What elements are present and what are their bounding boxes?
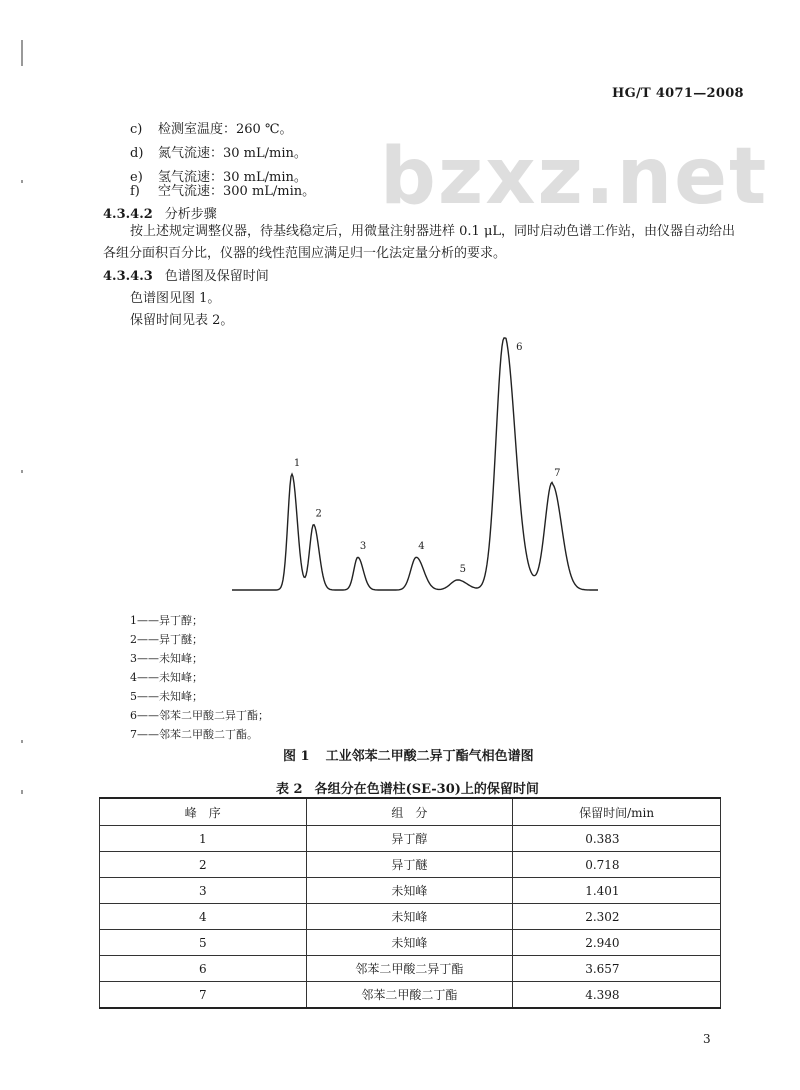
legend-item: 4——未知峰；	[130, 671, 203, 684]
cell-retention: 2.302	[513, 904, 721, 930]
table-row	[100, 930, 721, 956]
cell-peak: 1	[100, 826, 307, 852]
peak-label-7: 7	[554, 468, 561, 480]
legend-item: 3——未知峰；	[130, 652, 203, 665]
cell-peak: 5	[100, 930, 307, 956]
section-title: 色谱图及保留时间	[164, 269, 269, 284]
peak-label-2: 2	[315, 508, 322, 520]
figure-label: 图 1	[283, 749, 310, 764]
condition-label: d)	[130, 146, 144, 161]
table-caption	[276, 778, 539, 797]
legend-item: 6——邻苯二甲酸二异丁酯；	[130, 709, 269, 722]
table-reference: 保留时间见表 2。	[130, 313, 234, 328]
cell-component: 异丁醚	[306, 852, 513, 878]
condition-label: c)	[130, 122, 143, 137]
condition-label: e)	[130, 170, 143, 185]
peak-label-4: 4	[418, 541, 425, 553]
condition-label: f)	[130, 184, 140, 199]
table-title: 各组分在色谱柱(SE-30)上的保留时间	[314, 782, 539, 797]
watermark: bzxz.net	[380, 132, 769, 222]
peak-label-6: 6	[516, 342, 523, 353]
cell-component: 邻苯二甲酸二异丁酯	[306, 956, 513, 982]
section-number: 4.3.4.2	[103, 207, 153, 222]
header-peak-order: 峰 序	[100, 798, 307, 826]
condition-text: 氢气流速：30 mL/min。	[158, 170, 307, 185]
header-retention-time: 保留时间/min	[513, 798, 721, 826]
condition-text: 氮气流速：30 mL/min。	[158, 146, 307, 161]
table-row	[100, 982, 721, 1009]
table-header-row	[100, 798, 721, 826]
cell-component: 未知峰	[306, 930, 513, 956]
peak-label-5: 5	[459, 563, 466, 575]
table-row	[100, 826, 721, 852]
cell-retention: 0.718	[513, 852, 721, 878]
cell-component: 异丁醇	[306, 826, 513, 852]
cell-retention: 2.940	[513, 930, 721, 956]
table-row	[100, 852, 721, 878]
legend-item: 2——异丁醚；	[130, 633, 203, 646]
cell-retention: 3.657	[513, 956, 721, 982]
figure-reference: 色谱图见图 1。	[130, 291, 221, 306]
legend-item: 1——异丁醇；	[130, 614, 203, 627]
cell-peak: 3	[100, 878, 307, 904]
cell-retention: 0.383	[513, 826, 721, 852]
condition-text: 检测室温度：260 ℃。	[158, 122, 293, 137]
legend-item: 5——未知峰；	[130, 690, 203, 703]
peak-label-1: 1	[293, 458, 301, 470]
cell-peak: 2	[100, 852, 307, 878]
cell-peak: 7	[100, 982, 307, 1009]
table-row	[100, 878, 721, 904]
cell-retention: 1.401	[513, 878, 721, 904]
condition-text: 空气流速：300 mL/min。	[158, 184, 316, 199]
cell-peak: 4	[100, 904, 307, 930]
figure-title: 工业邻苯二甲酸二异丁酯气相色谱图	[325, 749, 534, 764]
cell-peak: 6	[100, 956, 307, 982]
cell-component: 未知峰	[306, 904, 513, 930]
section-body-4342: 按上述规定调整仪器，待基线稳定后，用微量注射器进样 0.1 μL，同时启动色谱工作站，由仪器自动给出各组分面积百分比，仪器的线性范围应满足归一化法定量分析的要求。	[103, 224, 736, 261]
standard-code: HG/T 4071—2008	[612, 86, 744, 101]
section-title: 分析步骤	[164, 207, 217, 222]
retention-time-table	[99, 797, 721, 1009]
figure-caption	[283, 745, 534, 764]
legend-item: 7——邻苯二甲酸二丁酯。	[130, 728, 258, 741]
peak-label-3: 3	[359, 541, 367, 553]
section-number: 4.3.4.3	[103, 269, 153, 284]
table-row	[100, 904, 721, 930]
cell-component: 未知峰	[306, 878, 513, 904]
cell-component: 邻苯二甲酸二丁酯	[306, 982, 513, 1009]
header-component: 组 分	[306, 798, 513, 826]
page-number: 3	[703, 1032, 711, 1046]
cell-retention: 4.398	[513, 982, 721, 1009]
table-label: 表 2	[276, 782, 303, 797]
table-row	[100, 956, 721, 982]
chromatogram-trace	[232, 338, 598, 590]
